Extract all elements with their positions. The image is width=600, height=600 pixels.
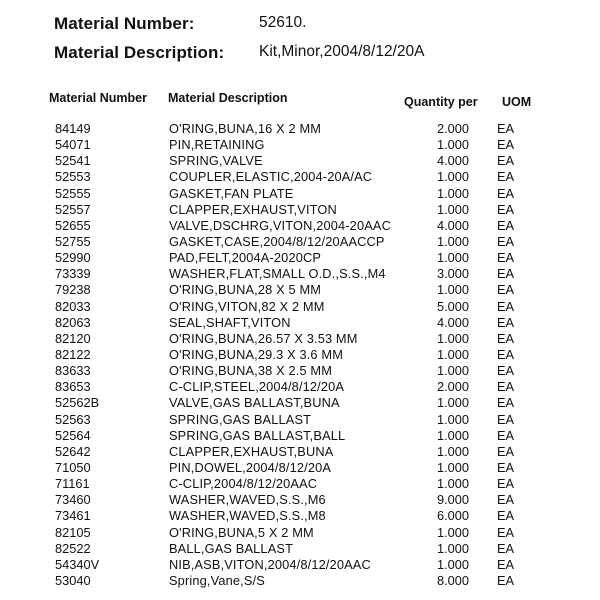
material-description-cell: SPRING,VALVE	[169, 153, 263, 169]
table-row	[0, 395, 600, 411]
quantity-cell: 4.000	[436, 153, 469, 169]
material-description-cell: COUPLER,ELASTIC,2004-20A/AC	[169, 169, 373, 185]
table-row	[0, 282, 600, 298]
material-description-cell: WASHER,WAVED,S.S.,M8	[169, 508, 326, 524]
uom-cell: EA	[497, 298, 515, 314]
uom-cell: EA	[497, 572, 515, 588]
material-number-cell: 52557	[55, 201, 91, 217]
quantity-cell: 8.000	[436, 572, 469, 588]
material-description-cell: VALVE,DSCHRG,VITON,2004-20AAC	[169, 217, 391, 233]
material-description-value: Kit,Minor,2004/8/12/20A	[259, 43, 425, 60]
material-description-cell: SPRING,GAS BALLAST	[169, 411, 312, 427]
material-number-cell: 83653	[55, 379, 91, 395]
material-number-cell: 82033	[55, 298, 91, 314]
quantity-cell: 4.000	[436, 314, 469, 330]
quantity-cell: 1.000	[436, 476, 469, 492]
quantity-cell: 9.000	[436, 492, 469, 508]
material-number-cell: 82122	[55, 346, 91, 362]
uom-cell: EA	[497, 427, 515, 443]
material-description-cell: O'RING,BUNA,28 X 5 MM	[169, 282, 322, 298]
material-number-cell: 52990	[55, 250, 91, 266]
table-row	[0, 363, 600, 379]
material-description-cell: BALL,GAS BALLAST	[169, 540, 294, 556]
table-row	[0, 234, 600, 250]
uom-cell: EA	[497, 524, 515, 540]
material-number-value: 52610.	[259, 14, 307, 31]
quantity-cell: 1.000	[436, 185, 469, 201]
column-header-material-number: Material Number	[49, 91, 147, 105]
table-row	[0, 266, 600, 282]
material-number-cell: 73339	[55, 266, 91, 282]
material-number-cell: 82063	[55, 314, 91, 330]
table-row	[0, 137, 600, 153]
table-row	[0, 492, 600, 508]
uom-cell: EA	[497, 169, 515, 185]
quantity-cell: 1.000	[436, 524, 469, 540]
material-description-cell: PIN,RETAINING	[169, 137, 265, 153]
material-description-cell: O'RING,BUNA,26.57 X 3.53 MM	[169, 330, 358, 346]
material-description-cell: GASKET,FAN PLATE	[169, 185, 294, 201]
column-header-uom: UOM	[502, 95, 532, 109]
quantity-cell: 1.000	[436, 330, 469, 346]
material-number-cell: 52755	[55, 233, 91, 249]
uom-cell: EA	[497, 250, 515, 266]
table-row	[0, 525, 600, 541]
quantity-cell: 1.000	[436, 443, 469, 459]
uom-cell: EA	[497, 443, 515, 459]
material-description-cell: Spring,Vane,S/S	[169, 572, 265, 588]
material-number-cell: 53040	[55, 572, 91, 588]
table-row	[0, 186, 600, 202]
material-description-cell: CLAPPER,EXHAUST,BUNA	[169, 443, 334, 459]
uom-cell: EA	[497, 217, 515, 233]
table-row	[0, 476, 600, 492]
table-row	[0, 331, 600, 347]
column-header-quantity-per: Quantity per	[404, 95, 478, 109]
material-number-cell: 82105	[55, 524, 91, 540]
material-number-cell: 82120	[55, 330, 91, 346]
uom-cell: EA	[497, 121, 515, 136]
material-number-cell: 52564	[55, 427, 91, 443]
table-row	[0, 444, 600, 460]
material-number-cell: 79238	[55, 282, 91, 298]
material-number-cell: 83633	[55, 363, 91, 379]
material-description-cell: SEAL,SHAFT,VITON	[169, 314, 291, 330]
uom-cell: EA	[497, 459, 515, 475]
table-row	[0, 299, 600, 315]
uom-cell: EA	[497, 185, 515, 201]
material-number-cell: 52562B	[55, 395, 100, 411]
uom-cell: EA	[497, 153, 515, 169]
material-description-cell: O'RING,VITON,82 X 2 MM	[169, 298, 325, 314]
uom-cell: EA	[497, 346, 515, 362]
material-number-cell: 52541	[55, 153, 91, 169]
material-number-label: Material Number:	[54, 14, 195, 33]
quantity-cell: 1.000	[436, 346, 469, 362]
quantity-cell: 3.000	[436, 266, 469, 282]
uom-cell: EA	[497, 201, 515, 217]
uom-cell: EA	[497, 266, 515, 282]
table-row	[0, 315, 600, 331]
table-row	[0, 573, 600, 589]
material-description-cell: O'RING,BUNA,38 X 2.5 MM	[169, 363, 333, 379]
material-description-cell: SPRING,GAS BALLAST,BALL	[169, 427, 346, 443]
material-number-cell: 52563	[55, 411, 91, 427]
material-description-cell: O'RING,BUNA,29.3 X 3.6 MM	[169, 346, 344, 362]
material-number-cell: 52642	[55, 443, 91, 459]
quantity-cell: 1.000	[436, 363, 469, 379]
table-row	[0, 460, 600, 476]
quantity-cell: 2.000	[436, 379, 469, 395]
uom-cell: EA	[497, 233, 515, 249]
quantity-cell: 1.000	[436, 427, 469, 443]
quantity-cell: 1.000	[436, 137, 469, 153]
material-number-cell: 54340V	[55, 556, 100, 572]
material-description-cell: PIN,DOWEL,2004/8/12/20A	[169, 459, 332, 475]
uom-cell: EA	[497, 540, 515, 556]
table-row	[0, 169, 600, 185]
material-description-cell: WASHER,FLAT,SMALL O.D.,S.S.,M4	[169, 266, 386, 282]
table-row	[0, 121, 600, 137]
material-number-cell: 84149	[55, 121, 91, 136]
table-row	[0, 202, 600, 218]
material-description-cell: VALVE,GAS BALLAST,BUNA	[169, 395, 340, 411]
uom-cell: EA	[497, 492, 515, 508]
material-number-cell: 52555	[55, 185, 91, 201]
table-row	[0, 428, 600, 444]
table-row	[0, 250, 600, 266]
table-row	[0, 557, 600, 573]
material-number-cell: 71161	[55, 476, 90, 492]
material-description-cell: C-CLIP,STEEL,2004/8/12/20A	[169, 379, 345, 395]
uom-cell: EA	[497, 556, 515, 572]
material-description-cell: NIB,ASB,VITON,2004/8/12/20AAC	[169, 556, 371, 572]
material-number-cell: 52553	[55, 169, 91, 185]
materials-table	[0, 121, 600, 589]
material-description-cell: O'RING,BUNA,5 X 2 MM	[169, 524, 314, 540]
column-header-material-description: Material Description	[168, 91, 288, 105]
material-number-cell: 52655	[55, 217, 91, 233]
uom-cell: EA	[497, 508, 515, 524]
uom-cell: EA	[497, 379, 515, 395]
material-description-cell: C-CLIP,2004/8/12/20AAC	[169, 476, 318, 492]
uom-cell: EA	[497, 476, 515, 492]
table-row	[0, 379, 600, 395]
quantity-cell: 2.000	[436, 121, 469, 136]
quantity-cell: 1.000	[436, 233, 469, 249]
table-row	[0, 153, 600, 169]
quantity-cell: 4.000	[436, 217, 469, 233]
uom-cell: EA	[497, 363, 515, 379]
uom-cell: EA	[497, 314, 515, 330]
material-description-cell: CLAPPER,EXHAUST,VITON	[169, 201, 337, 217]
quantity-cell: 1.000	[436, 411, 469, 427]
table-row	[0, 508, 600, 524]
uom-cell: EA	[497, 395, 515, 411]
table-row	[0, 412, 600, 428]
material-number-cell: 73460	[55, 492, 91, 508]
material-description-cell: PAD,FELT,2004A-2020CP	[169, 250, 322, 266]
quantity-cell: 6.000	[436, 508, 469, 524]
material-number-cell: 54071	[55, 137, 91, 153]
material-description-label: Material Description:	[54, 43, 225, 62]
quantity-cell: 1.000	[436, 395, 469, 411]
quantity-cell: 5.000	[436, 298, 469, 314]
quantity-cell: 1.000	[436, 556, 469, 572]
material-description-cell: GASKET,CASE,2004/8/12/20AACCP	[169, 233, 385, 249]
material-description-cell: WASHER,WAVED,S.S.,M6	[169, 492, 326, 508]
material-description-cell: O'RING,BUNA,16 X 2 MM	[169, 121, 322, 136]
table-row	[0, 218, 600, 234]
quantity-cell: 1.000	[436, 459, 469, 475]
table-row	[0, 347, 600, 363]
material-number-cell: 82522	[55, 540, 91, 556]
quantity-cell: 1.000	[436, 201, 469, 217]
uom-cell: EA	[497, 330, 515, 346]
quantity-cell: 1.000	[436, 282, 469, 298]
uom-cell: EA	[497, 282, 515, 298]
material-number-cell: 71050	[55, 459, 91, 475]
material-number-cell: 73461	[55, 508, 91, 524]
table-row	[0, 541, 600, 557]
quantity-cell: 1.000	[436, 169, 469, 185]
uom-cell: EA	[497, 137, 515, 153]
quantity-cell: 1.000	[436, 540, 469, 556]
uom-cell: EA	[497, 411, 515, 427]
quantity-cell: 1.000	[436, 250, 469, 266]
